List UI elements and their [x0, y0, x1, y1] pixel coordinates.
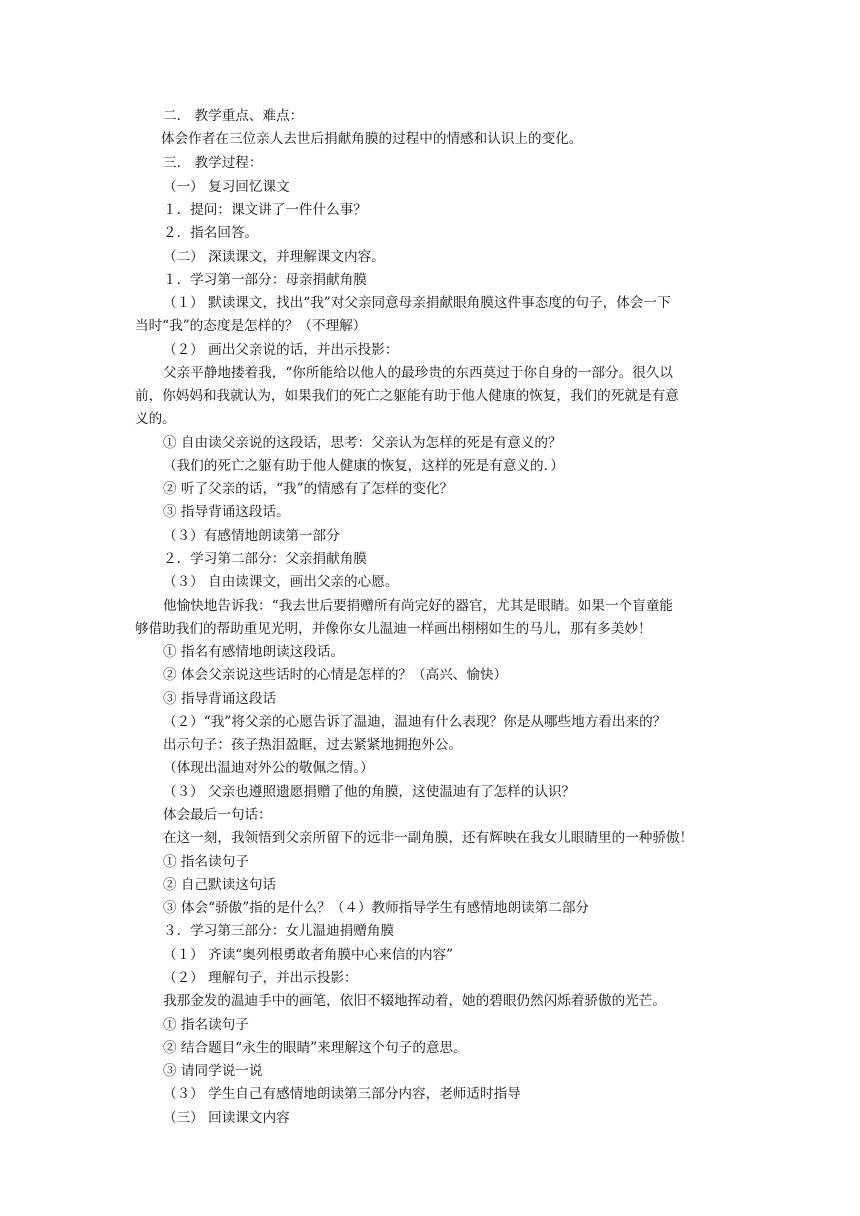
list-item: ① 自由读父亲说的这段话，思考：父亲认为怎样的死是有意义的？ — [163, 435, 562, 451]
text-line: （３） 学生自己有感情地朗读第三部分内容，老师适时指导 — [163, 1086, 521, 1102]
text-line: （我们的死亡之躯有助于他人健康的恢复，这样的死是有意义的．） — [163, 458, 565, 474]
text-line: １．学习第一部分：母亲捐献角膜 — [163, 272, 367, 288]
list-item: ③ 指导背诵这段话 — [163, 691, 277, 707]
quote-line: 够借助我们的帮助重见光明，并像你女儿温迪一样画出栩栩如生的马儿，那有多美妙！ — [135, 621, 652, 637]
list-item: ② 体会父亲说这些话时的心情是怎样的？（高兴、愉快） — [163, 667, 508, 683]
text-line: （３） 父亲也遵照遗愿捐赠了他的角膜，这使温迪有了怎样的认识？ — [163, 784, 576, 800]
text-line: 体会作者在三位亲人去世后捐献角膜的过程中的情感和认识上的变化。 — [161, 131, 583, 147]
list-item: ② 自己默读这句话 — [163, 877, 277, 893]
text-line: （１） 默读课文，找出“我”对父亲同意母亲捐献眼角膜这件事态度的句子，体会一下 — [163, 295, 671, 311]
list-item: ① 指名读句子 — [163, 854, 249, 870]
section-heading: 三． 教学过程： — [163, 155, 263, 171]
text-line: （３） 自由读课文，画出父亲的心愿。 — [163, 574, 399, 590]
text-line: １．提问：课文讲了一件什么事？ — [163, 202, 367, 218]
list-item: ③ 请同学说一说 — [163, 1063, 263, 1079]
list-item: ② 听了父亲的话，“我”的情感有了怎样的变化？ — [163, 481, 454, 497]
subsection-heading: （三） 回读课文内容 — [163, 1110, 290, 1126]
quote-line: 他愉快地告诉我：“我去世后要捐赠所有尚完好的器官，尤其是眼睛。如果一个盲童能 — [163, 598, 673, 614]
text-line: （２）“我”将父亲的心愿告诉了温迪，温迪有什么表现？你是从哪些地方看出来的？ — [163, 714, 667, 730]
quote-line: 在这一刻，我领悟到父亲所留下的远非一副角膜，还有辉映在我女儿眼睛里的一种骄傲！ — [163, 830, 694, 846]
subsection-heading: （一） 复习回忆课文 — [163, 179, 290, 195]
list-item: ② 结合题目“永生的眼睛”来理解这个句子的意思。 — [163, 1040, 467, 1056]
text-line: （２） 画出父亲说的话，并出示投影： — [163, 342, 399, 358]
section-heading: 二． 教学重点、难点： — [163, 108, 304, 124]
text-line: ２．指名回答。 — [163, 225, 259, 241]
text-line: （２） 理解句子，并出示投影： — [163, 970, 358, 986]
text-line: 出示句子：孩子热泪盈眶，过去紧紧地拥抱外公。 — [163, 737, 463, 753]
text-line: ２．学习第二部分：父亲捐献角膜 — [163, 551, 367, 567]
quote-line: 父亲平静地搂着我，“你所能给以他人的最珍贵的东西莫过于你自身的一部分。很久以 — [163, 365, 673, 381]
text-line: （体现出温迪对外公的敬佩之情。） — [163, 760, 374, 776]
list-item: ① 指名读句子 — [163, 1017, 249, 1033]
text-line: （３）有感情地朗读第一部分 — [163, 528, 340, 544]
text-line: （１） 齐读“奥列根勇敢者角膜中心来信的内容” — [163, 947, 454, 963]
list-item: ③ 体会“骄傲”指的是什么？（４）教师指导学生有感情地朗读第二部分 — [163, 900, 590, 916]
quote-line: 前，你妈妈和我就认为，如果我们的死亡之躯能有助于他人健康的恢复，我们的死就是有意 — [135, 388, 679, 404]
subsection-heading: （二） 深读课文，并理解课文内容。 — [163, 249, 385, 265]
quote-line: 我那金发的温迪手中的画笔，依旧不辍地挥动着，她的碧眼仍然闪烁着骄傲的光芒。 — [163, 993, 666, 1009]
quote-line: 义的。 — [135, 411, 176, 427]
text-line: 当时“我”的态度是怎样的？（不理解） — [135, 318, 367, 334]
list-item: ③ 指导背诵这段话。 — [163, 504, 290, 520]
list-item: ① 指名有感情地朗读这段话。 — [163, 644, 345, 660]
text-line: 体会最后一句话： — [163, 807, 272, 823]
text-line: ３．学习第三部分：女儿温迪捐赠角膜 — [163, 923, 395, 939]
